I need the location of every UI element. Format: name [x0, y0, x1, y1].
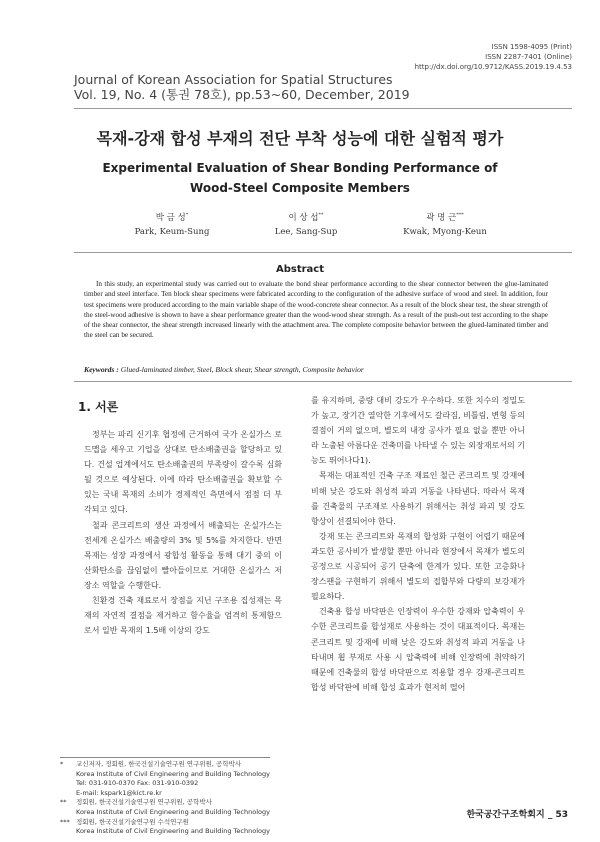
body-column-right — [311, 393, 525, 695]
body-paragraph: 정부는 파리 신기후 협정에 근거하여 국가 온실가스 로드맵을 세우고 기업을 상대로 탄소배출권을 할당하고 있다. 건설 업계에서도 탄소배출권의 부족량이 갈수록 심화될 것으로 예상된다. 이에 따라 탄소배출권을 확보할 수 있는 국내 목재의 소비가 경제적인 측면에서 점점 더 부각되고 있다. — [84, 430, 282, 515]
body-paragraph: 강재 또는 콘크리트와 목재의 합성화 구현이 어렵기 때문에 과도한 공사비가 발생할 뿐만 아니라 현장에서 목재가 별도의 공정으로 시공되어 공기 단축에 한계가 있다. 또한 고층화나 장스팬을 구현하기 위해서 별도의 접합부와 다량의 보강재가 필요하다. — [311, 531, 525, 602]
issn-online: ISSN 2287-7401 (Online) — [485, 53, 572, 61]
title-english-line1: Experimental Evaluation of Shear Bonding Performance of — [102, 161, 498, 175]
footnote-2 — [60, 798, 290, 817]
footnote-1 — [60, 760, 290, 798]
section-heading: 1. 서론 — [78, 400, 119, 414]
body-paragraph: 건축용 합성 바닥판은 인장력이 우수한 강재와 압축력이 우수한 콘크리트를 합성재로 사용하는 것이 대표적이다. 목재는 콘크리트 및 강재에 비해 낮은 강도와 취성적 파괴 거동을 나타내며 휨 부재로 사용 시 압축력에 비해 인장력에 취약하기 때문에 건축물의 합성 바닥판으로 적용할 경우 강재-콘크리트 합성 바닥판에 비해 합성 효과가 현저히 떨어 — [311, 607, 525, 692]
footnote-line: Korea Institute of Civil Engineering and Building Technology — [76, 769, 270, 778]
abstract-heading: Abstract — [275, 264, 325, 275]
title-english-line2: Wood-Steel Composite Members — [190, 181, 410, 195]
keywords-text: Glued-laminated timber, Steel, Block shear, Shear strength, Composite behavior — [120, 365, 364, 374]
page-footer: 한국공간구조학회지 _ 53 — [466, 810, 568, 820]
journal-header — [74, 72, 410, 102]
author-3-mark: *** — [456, 212, 464, 218]
author-1-mark: * — [185, 212, 189, 218]
issn-print: ISSN 1598-4095 (Print) — [491, 43, 572, 51]
footnote-mark: *** — [60, 817, 70, 826]
footnote-3 — [60, 818, 290, 837]
footnote-line: Korea Institute of Civil Engineering and Building Technology — [76, 827, 270, 836]
page-number: 53 — [555, 810, 568, 820]
title-english — [0, 158, 600, 198]
footnote-rule — [60, 757, 270, 758]
footnote-email[interactable]: E-mail: kspark1@kict.re.kr — [76, 788, 162, 797]
footnote-line: 정회원, 한국건설기술연구원 연구위원, 공학박사 — [76, 798, 212, 807]
footnote-line: Korea Institute of Civil Engineering and Building Technology — [76, 807, 270, 816]
body-paragraph: 친환경 건축 재료로서 장점을 지닌 구조용 집성재는 목재의 자연적 결점을 제거하고 함수율을 엄격히 통제함으로서 일반 목재의 1.5배 이상의 강도 — [84, 596, 282, 636]
footnote-mark: * — [60, 760, 64, 768]
author-2-mark: ** — [318, 212, 324, 218]
footnotes — [60, 760, 290, 837]
author-1-en: Park, Keum-Sung — [134, 226, 210, 237]
footnote-mark: ** — [60, 798, 67, 807]
abstract-top-rule — [74, 252, 572, 253]
body-paragraph: 를 유지하며, 중량 대비 강도가 우수하다. 또한 치수의 정밀도가 높고, 장기간 열악한 기후에서도 갈라짐, 비틀림, 변형 등의 결점이 거의 없으며, 별도의 내장 공사가 필요 없을 뿐만 아니라 노출된 아름다운 건축미를 나타낼 수 있는 외장재로서의 기능도 뛰어나다1). — [311, 396, 525, 466]
title-korean: 목재-강재 합성 부재의 전단 부착 성능에 대한 실험적 평가 — [96, 129, 504, 148]
abstract-text: In this study, an experimental study was carried out to evaluate the bond shear performance according to the shear connector between the glue-laminated timber and steel interface. Ten block shear specimens were fabricated according to the configuration of the adhesive surface of wood and steel. In addition, four test specimens were produced according to the main variable shape of the wood-concrete shear connector. As a result of the block shear test, the shear strength of the steel-wood adhesive is shown to have a shear performance greater than the wood-wood shear strength. As a result of the push-out test according to the shape of the shear connector, the shear strength increased linearly with the attachment area. The complete composite behavior between the glued-laminated timber and the steel can be secured. — [84, 280, 548, 340]
author-2-en: Lee, Sang-Sup — [274, 226, 338, 237]
header-rule — [74, 108, 572, 109]
doi-link[interactable]: http://dx.doi.org/10.9712/KASS.2019.19.4.53 — [414, 63, 572, 71]
body-paragraph: 목재는 대표적인 건축 구조 재료인 철근 콘크리트 및 강재에 비해 낮은 강도와 취성적 파괴 거동을 나타낸다. 따라서 목재를 건축물의 구조재로 사용하기 위해서는 취성 파괴 및 강도 향상이 선결되어야 한다. — [311, 471, 525, 526]
footnote-line: Tel: 031-910-0370 Fax: 031-910-0392 — [76, 779, 199, 788]
keywords-line — [84, 365, 554, 374]
body-column-left — [78, 398, 282, 638]
footnote-line: 정회원, 한국건설기술연구원 수석연구원 — [76, 817, 189, 826]
author-2-ko: 이 상 섭 — [288, 212, 319, 223]
issn-block — [415, 42, 572, 72]
footnote-line: 교신저자, 정회원, 한국건설기술연구원 연구위원, 공학박사 — [76, 760, 242, 768]
keywords-rule — [74, 381, 572, 382]
author-1-ko: 박 금 성 — [155, 212, 186, 223]
body-paragraph: 철과 콘크리트의 생산 과정에서 배출되는 온실가스는 전세계 온실가스 배출량의 3% 및 5%를 차지한다. 반면 목재는 성장 과정에서 광합성 활동을 통해 대기 중의 이산화탄소를 끊임없이 빨아들이므로 거대한 온실가스 저장소 역할을 수행한다. — [84, 520, 282, 590]
journal-name: Journal of Korean Association for Spatial Structures — [74, 72, 393, 87]
journal-volume: Vol. 19, No. 4 (통권 78호), pp.53~60, December, 2019 — [74, 87, 410, 102]
keywords-label: Keywords : — [84, 365, 119, 374]
author-3-en: Kwak, Myong-Keun — [403, 226, 487, 237]
author-2 — [226, 208, 386, 239]
author-3 — [365, 208, 525, 239]
author-3-ko: 곽 명 근 — [426, 212, 457, 223]
footer-journal: 한국공간구조학회지 — [466, 810, 545, 820]
